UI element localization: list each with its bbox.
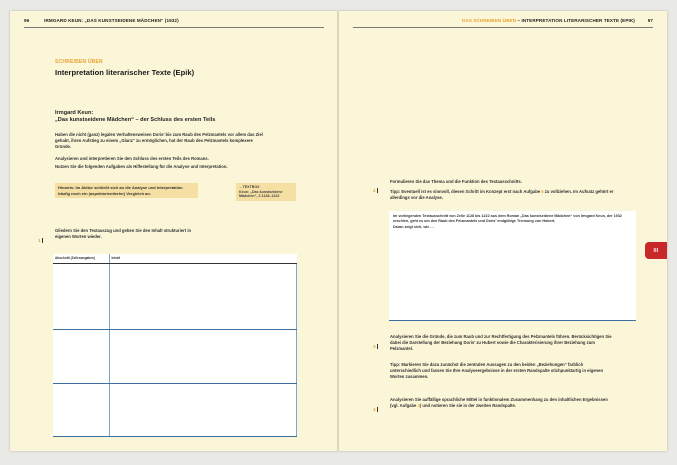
- right-page: [339, 11, 667, 451]
- table-row[interactable]: [53, 329, 297, 383]
- table-row[interactable]: [53, 263, 297, 329]
- left-running-head: [24, 18, 179, 23]
- task-4-reference: 3: [417, 403, 420, 409]
- right-page-number: 97: [647, 18, 653, 23]
- task-3-text: Analysieren Sie die Gründe, die zum Raub und zur Rechtfertigung des Pelzmantels führen. Berücksichtigen Sie dabei die Darstellung der Beziehung Doris’ zu Hubert sowie die Charakterisierung ihrer Beziehung zum Pelzmantel.: [390, 334, 612, 352]
- textbox-reference: [236, 183, 296, 201]
- textbox-icon-label: →TEXTBOX: [239, 185, 260, 189]
- table-cell-content[interactable]: [109, 383, 297, 437]
- chapter-tab[interactable]: III: [645, 242, 667, 259]
- subheading: [55, 110, 315, 124]
- task-2-answer-text: Im vorliegenden Textausschnitt von Zeile 1128 bis 1222 aus dem Roman „Das kunstseidene Mädchen“ von Irmgard Keun, der 1932 erschien, geht es um den Raub des Pelzmantels und Doris’ endgültige Trennung von Hubert. Daran zeigt sich, wie …: [393, 214, 622, 229]
- intro-paragraph: Haben die nicht (ganz) legalen Verhaltensweisen Doris’ bis zum Raub des Pelzmantels vor allem das Ziel gehabt, ihren Aufstieg zu einem „Glanz“ zu ermöglichen, hat der Raub des Pelzmantels komplexere Gründe.: [55, 132, 263, 150]
- task-2-tip-reference: 5: [541, 189, 544, 194]
- textbox-reference-line1: Keun: „Das kunstseidene: [239, 189, 283, 194]
- table-cell-section[interactable]: [53, 383, 109, 437]
- table-cell-content[interactable]: [109, 263, 297, 329]
- left-page-number: 96: [24, 18, 30, 23]
- table-header-section: Abschnitt (Zeilenangaben): [53, 254, 109, 263]
- right-header-rule: [353, 27, 653, 28]
- task-2-tip: Tipp: Eventuell ist es sinnvoll, diesen Schritt im Konzept erst nach Aufgabe 5 zu vollziehen. Im Aufsatz gehört er allerdings vor die Analyse.: [390, 189, 614, 201]
- structure-table[interactable]: [53, 254, 297, 437]
- subheading-title: „Das kunstseidene Mädchen“ – der Schluss des ersten Teils: [55, 117, 216, 123]
- instruction-use-tasks: Nutzen Sie die folgenden Aufgaben als Hilfestellung für die Analyse und Interpretation.: [55, 164, 228, 169]
- right-running-head-text: – INTERPRETATION LITERARISCHER TEXTE (EPIK): [516, 18, 635, 23]
- task-4-number: 4: [373, 407, 376, 412]
- hint-box: Hinweis: Im Abitur schließt sich an die Analyse und Interpretation häufig noch ein (aspektorientierter) Vergleich an.: [55, 183, 198, 198]
- table-cell-content[interactable]: [109, 329, 297, 383]
- task-2-number: 2: [373, 188, 376, 193]
- task-1-text: Gliedern Sie den Textauszug und geben Sie den Inhalt strukturiert in eigenen Worten wieder.: [55, 228, 192, 240]
- section-title: Interpretation literarischer Texte (Epik): [55, 68, 195, 77]
- subheading-author: Irmgard Keun:: [55, 110, 94, 116]
- table-header-content: Inhalt: [109, 254, 297, 263]
- left-page: [10, 11, 338, 451]
- left-header-rule: [24, 27, 324, 28]
- task-3-tip: Tipp: Markieren Sie dazu zunächst die zentralen Aussagen zu den beiden „Beziehungen“ farblich unterschiedlich und fassen Sie Ihre Analyseergebnisse in der ersten Randspalte stichpunktartig in eigenen Worten zusammen.: [390, 362, 604, 380]
- table-cell-section[interactable]: [53, 329, 109, 383]
- task-1-number: 1: [38, 238, 41, 243]
- right-running-head-section: DAS SCHREIBEN ÜBEN: [461, 18, 517, 23]
- left-running-head-text: IRMGARD KEUN: „DAS KUNSTSEIDENE MÄDCHEN“ (1932): [44, 18, 179, 23]
- section-label: SCHREIBEN ÜBEN: [55, 59, 103, 65]
- task-3-number: 3: [373, 344, 376, 349]
- table-cell-section[interactable]: [53, 263, 109, 329]
- table-row[interactable]: [53, 383, 297, 437]
- task-4-text: Analysieren Sie auffällige sprachliche Mittel in funktionalem Zusammenhang zu den inhaltlichen Ergebnissen (vgl. Aufgabe 3) und notieren Sie sie in der zweiten Randspalte.: [390, 397, 608, 409]
- instruction-analyze: Analysieren und interpretieren Sie den Schluss des ersten Teils des Romans.: [55, 156, 209, 161]
- textbox-reference-line2: Mädchen“, Z.1128–1222: [239, 194, 280, 198]
- task-2-text: Formulieren Sie das Thema und die Funktion des Textausschnitts.: [390, 179, 522, 184]
- task-2-answer-box[interactable]: [389, 211, 636, 321]
- right-running-head: [462, 18, 653, 23]
